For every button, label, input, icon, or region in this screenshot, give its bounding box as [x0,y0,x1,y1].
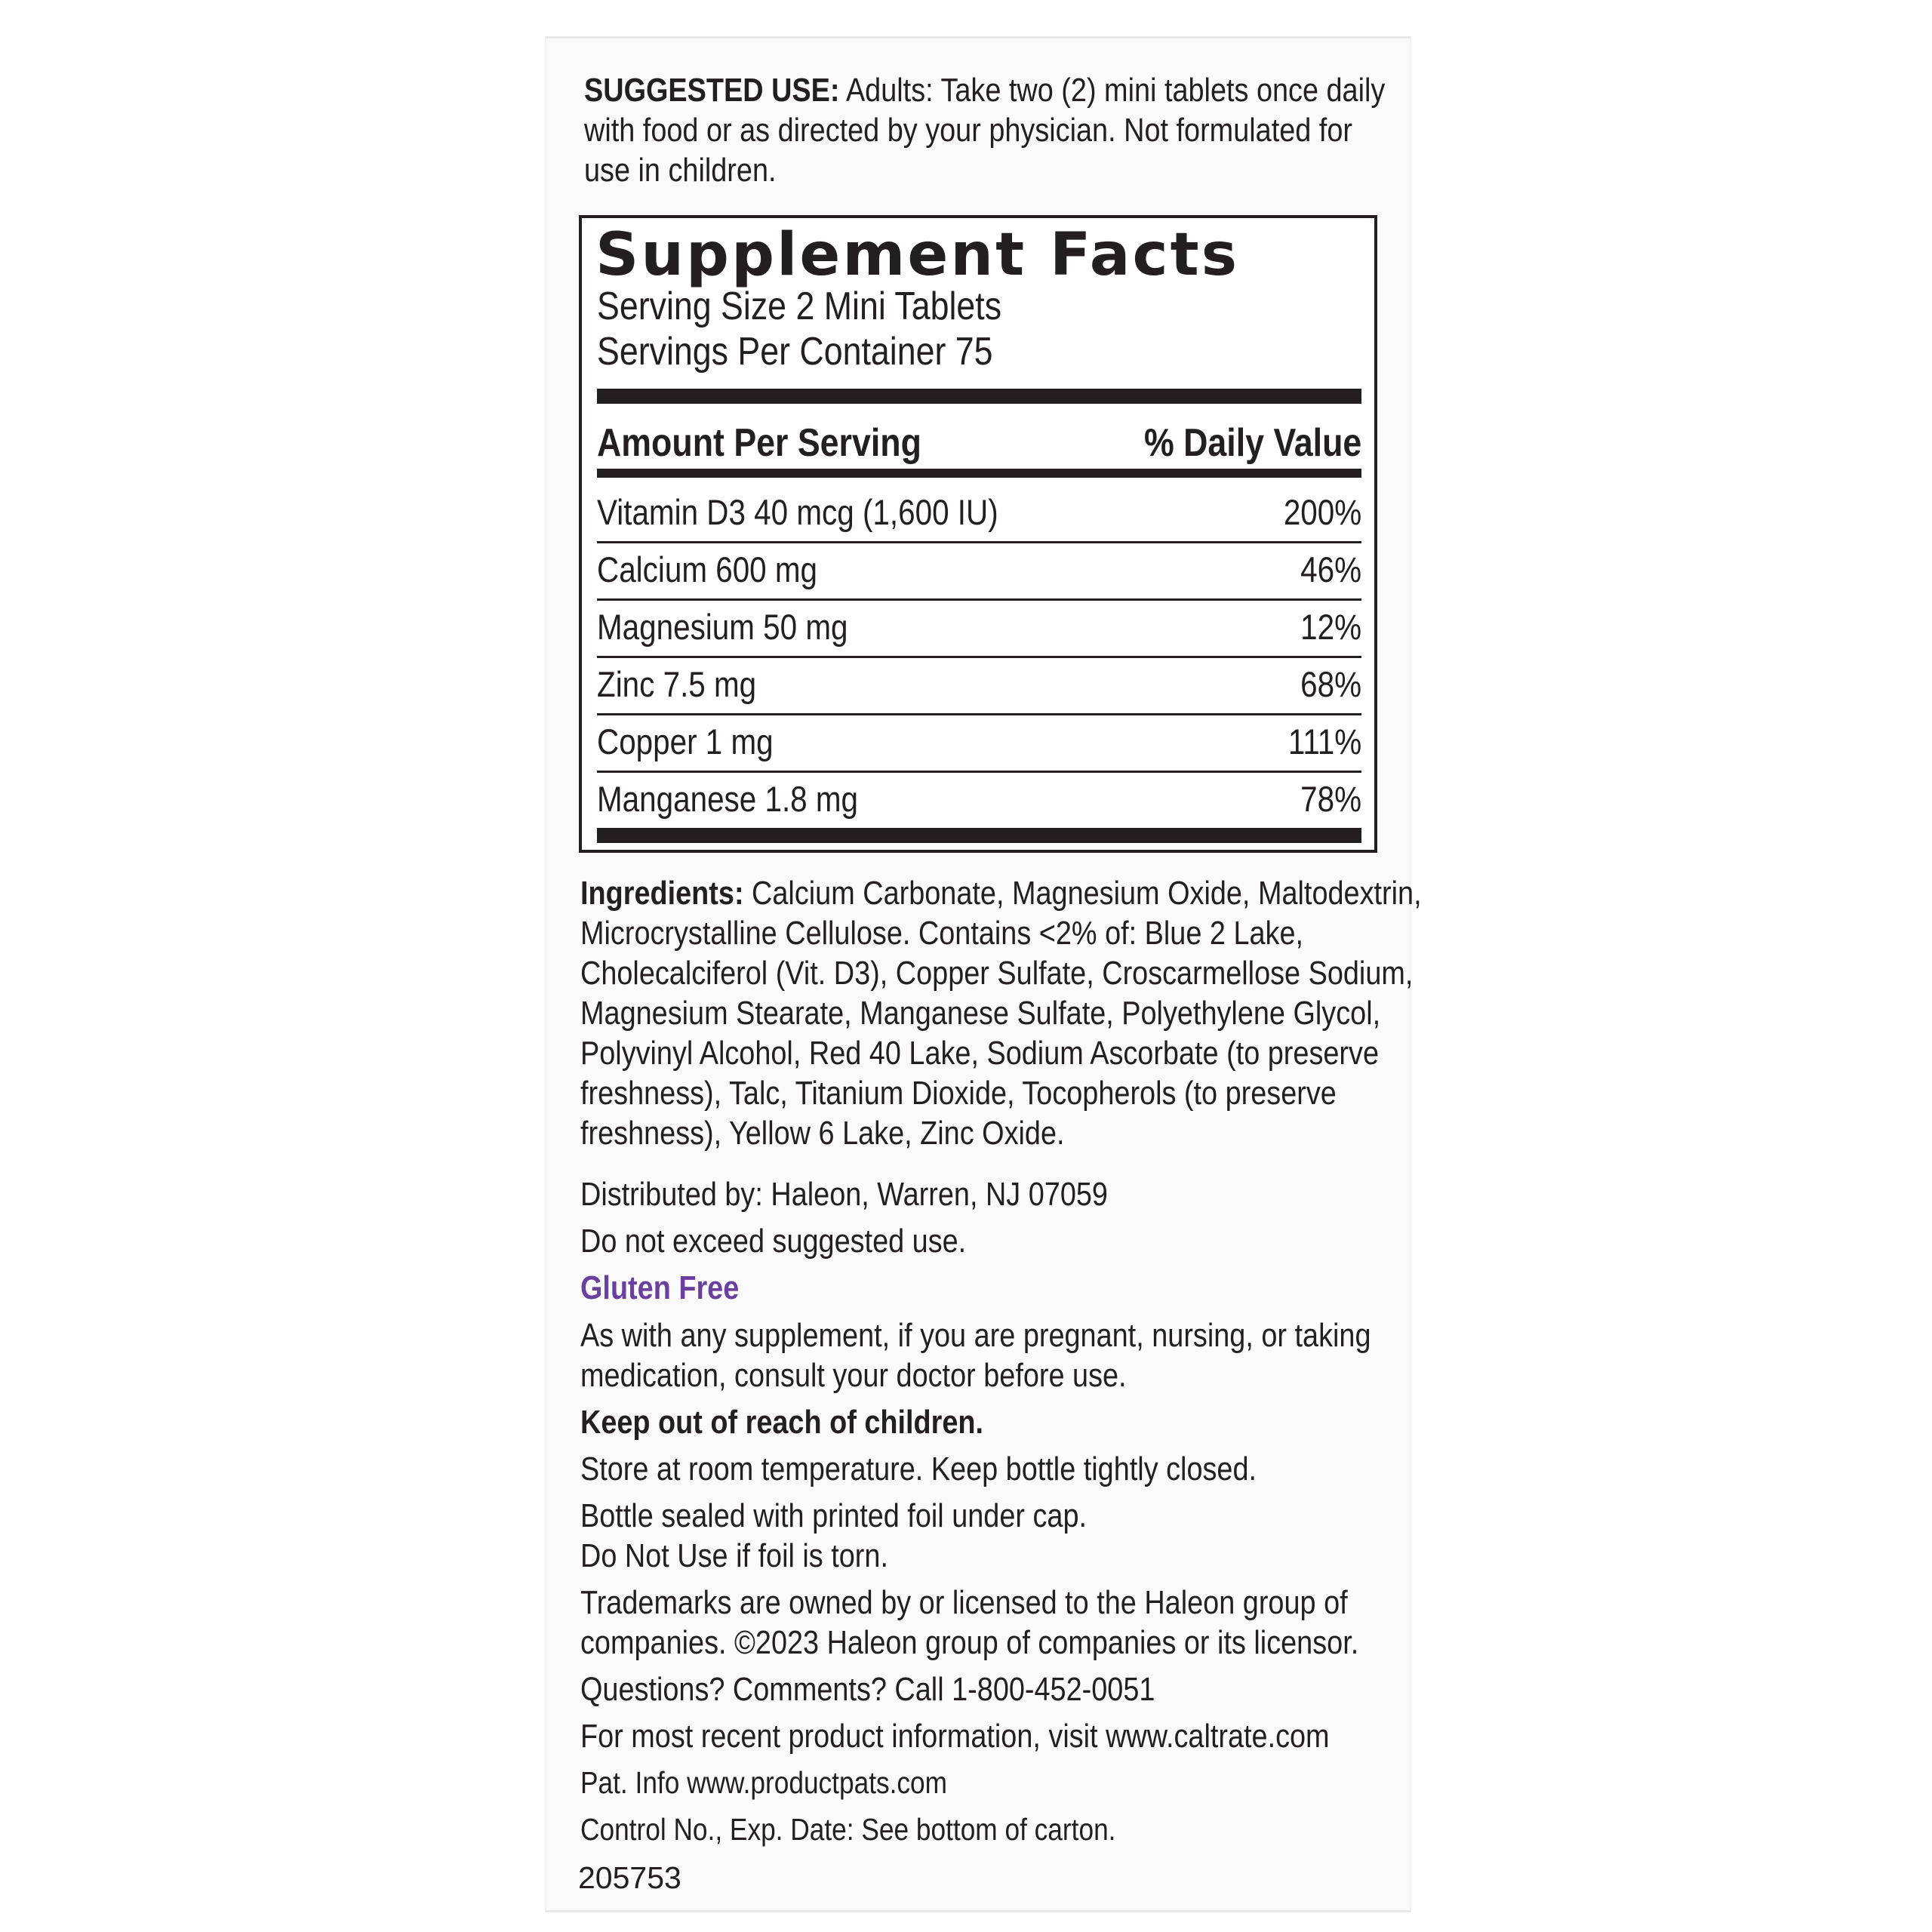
ingredients-text-1: Calcium Carbonate, Magnesium Oxide, Maltodextrin, [743,875,1422,912]
nutrient-name: Copper 1 mg [597,721,774,761]
suggested-use [584,70,1515,190]
ingredients-label: Ingredients: [580,875,744,912]
nutrient-name: Zinc 7.5 mg [597,664,757,704]
seal-line-1: Bottle sealed with printed foil under cap. [580,1497,1088,1534]
distributed-by [580,1174,1194,1214]
ingredients-line-3: Cholecalciferol (Vit. D3), Copper Sulfate, Croscarmellose Sodium, [580,955,1414,992]
suggested-use-line-1 [584,70,1385,110]
pat-info-text: Pat. Info www.productpats.com [580,1765,948,1800]
control-no-text: Control No., Exp. Date: See bottom of carton. [580,1812,1116,1847]
label-panel [545,36,1422,1912]
pregnant-warning-line-1: As with any supplement, if you are pregnant, nursing, or taking [580,1317,1371,1354]
keep-out-of-reach [580,1402,1049,1442]
do-not-exceed [580,1221,1029,1261]
nutrient-row [597,599,1361,655]
ingredients-line-4: Magnesium Stearate, Manganese Sulfate, Polyethylene Glycol, [580,995,1381,1032]
trademarks-line-2: companies. ©2023 Haleon group of companies or its licensor. [580,1624,1359,1661]
suggested-use-line-2: with food or as directed by your physician. Not formulated for [584,112,1352,149]
nutrient-row [597,542,1361,598]
keep-out-of-reach-text: Keep out of reach of children. [580,1404,984,1441]
questions [580,1669,1248,1709]
nutrient-dv: 78% [1300,779,1361,819]
pregnant-warning [580,1315,1500,1395]
nutrient-row [597,714,1361,770]
thick-divider-top [597,389,1361,404]
thick-divider-bottom [597,828,1361,843]
product-info [580,1716,1451,1756]
product-code: 205753 [578,1860,681,1895]
amount-header-row [597,420,1361,466]
nutrient-dv: 111% [1287,721,1361,761]
ingredients-line-2: Microcrystalline Cellulose. Contains <2% of: Blue 2 Lake, [580,915,1304,952]
do-not-exceed-text: Do not exceed suggested use. [580,1223,967,1260]
control-no [580,1810,1203,1850]
daily-value-header: % Daily Value [1143,421,1361,465]
amount-per-serving-header: Amount Per Serving [597,421,921,465]
pregnant-warning-line-2: medication, consult your doctor before use. [580,1357,1127,1394]
nutrient-name: Magnesium 50 mg [597,607,848,647]
gluten-free [580,1268,765,1308]
nutrient-dv: 12% [1300,607,1361,647]
seal-line-2: Do Not Use if foil is torn. [580,1537,888,1574]
seal-notice [580,1496,1169,1576]
medium-divider [597,469,1361,478]
ingredients-line-5: Polyvinyl Alcohol, Red 40 Lake, Sodium Ascorbate (to preserve [580,1035,1379,1072]
suggested-use-text-1: Adults: Take two (2) mini tablets once daily [839,72,1386,109]
nutrient-name: Vitamin D3 40 mcg (1,600 IU) [597,492,998,532]
nutrient-dv: 200% [1283,492,1361,532]
questions-text: Questions? Comments? Call 1-800-452-0051 [580,1671,1155,1708]
storage [580,1449,1367,1489]
gluten-free-text: Gluten Free [580,1269,740,1306]
nutrient-row [597,771,1361,827]
suggested-use-line-3: use in children. [584,152,777,189]
nutrient-dv: 46% [1300,549,1361,589]
nutrient-name: Manganese 1.8 mg [597,779,859,819]
trademarks [580,1583,1485,1663]
storage-text: Store at room temperature. Keep bottle tightly closed. [580,1451,1257,1487]
product-info-text: For most recent product information, visit www.caltrate.com [580,1718,1330,1755]
supplement-facts-table [579,215,1377,853]
servings-per-container: Servings Per Container 75 [597,330,993,374]
nutrient-dv: 68% [1300,664,1361,704]
trademarks-line-1: Trademarks are owned by or licensed to the Haleon group of [580,1584,1348,1621]
distributed-by-text: Distributed by: Haleon, Warren, NJ 07059 [580,1176,1108,1213]
nutrient-row [597,485,1361,540]
nutrient-row [597,657,1361,712]
ingredients [580,873,1558,1153]
pat-info [580,1763,1007,1803]
ingredients-line-7: freshness), Yellow 6 Lake, Zinc Oxide. [580,1115,1065,1152]
suggested-use-label: SUGGESTED USE: [584,72,840,109]
ingredients-line-6: freshness), Talc, Titanium Dioxide, Tocopherols (to preserve [580,1075,1337,1112]
facts-title: Supplement Facts [595,221,1240,289]
nutrient-name: Calcium 600 mg [597,549,818,589]
ingredients-line-1 [580,873,1422,913]
serving-size: Serving Size 2 Mini Tablets [597,285,1002,328]
